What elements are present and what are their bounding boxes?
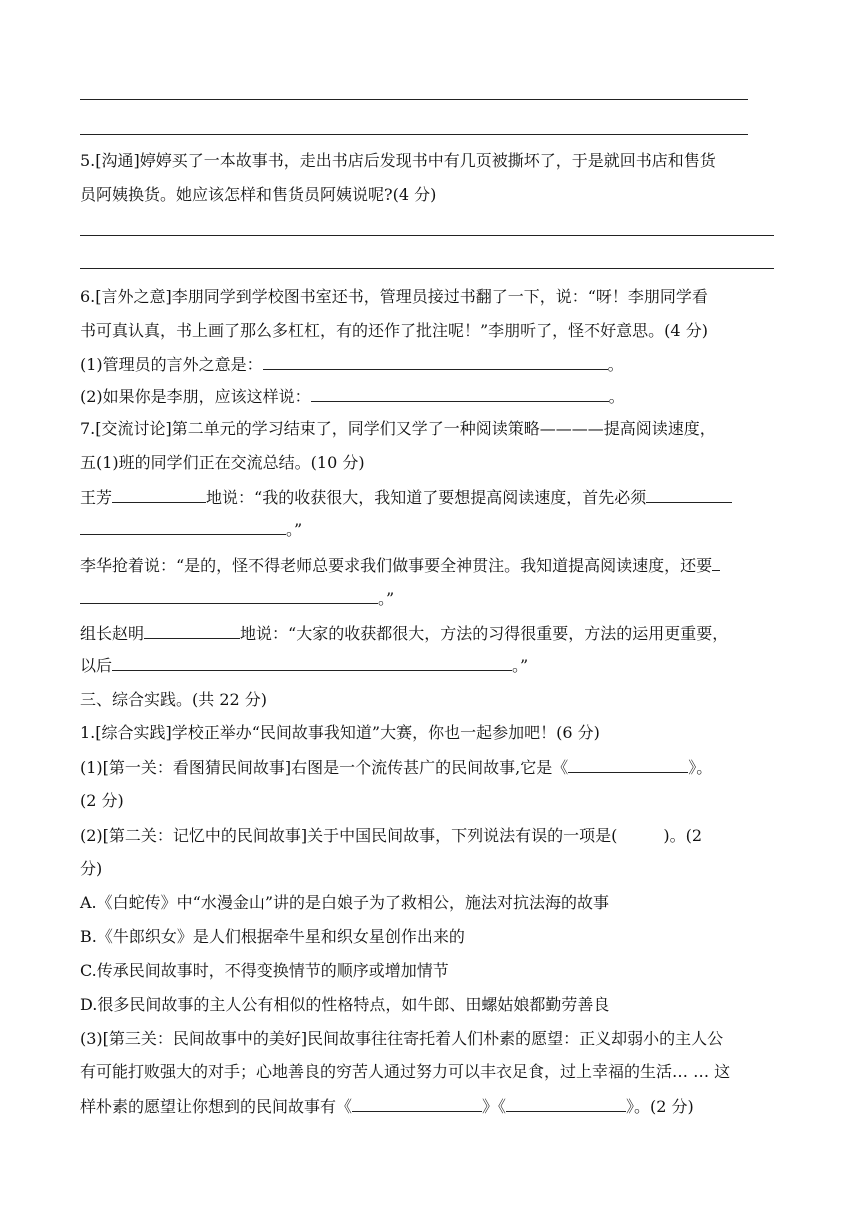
zhao-speech: 地说：“大家的收获都很大，方法的习得很重要，方法的运用更重要， [240,624,729,643]
answer-line[interactable] [80,235,774,236]
quote-end: 。” [286,520,303,539]
answer-blank[interactable] [568,757,688,773]
s3-q1-sub2-score: 分) [80,859,103,878]
s3-q1-sub3-line3 [80,1096,694,1117]
q7-line-1: 7.[交流讨论]第二单元的学习结束了，同学们又学了一种阅读策略————提高阅读速度， [80,419,716,438]
answer-line[interactable] [80,99,748,100]
s3-q1-sub3-line1: (3)[第三关：民间故事中的美好]民间故事往往寄托着人们朴素的愿望：正义却弱小的主人公 [80,1029,724,1048]
sub3-text: 样朴素的愿望让你想到的民间故事有《 [80,1097,353,1116]
q7-zhao-line [80,623,728,644]
q6-line-1: 6.[言外之意]李朋同学到学校图书室还书，管理员接过书翻了一下，说：“呀！李朋同学看 [80,287,708,306]
wang-speech: 地说：“我的收获很大，我知道了要想提高阅读速度，首先必须 [206,488,647,507]
section3-heading: 三、综合实践。(共 22 分) [80,690,268,709]
q7-wang-line [80,487,732,508]
answer-blank[interactable] [506,1096,626,1112]
s3-q1-sub1-score: (2 分) [80,791,124,810]
speaker-zhao: 组长赵明 [80,624,145,643]
sub3-mid: 》《 [482,1097,507,1116]
q7-li-line [80,555,720,576]
answer-blank[interactable] [112,487,206,503]
option-b: B.《牛郎织女》是人们根据牵牛星和织女星创作出来的 [80,927,465,946]
answer-blank[interactable] [712,555,720,571]
s3-q1: 1.[综合实践]学校正举办“民间故事我知道”大赛，你也一起参加吧！(6 分) [80,723,600,742]
answer-blank[interactable] [112,655,512,671]
sub1-close: 》。 [688,758,713,777]
s3-q1-sub3-line2: 有可能打败强大的对手；心地善良的穷苦人通过努力可以丰衣足食，过上幸福的生活… … 这 [80,1062,731,1081]
answer-blank[interactable] [263,354,608,370]
zhao-later: 以后 [80,656,113,675]
q6-sub1-label: (1)管理员的言外之意是： [80,355,263,374]
sub2-close: )。(2 [663,826,703,845]
option-d: D.很多民间故事的主人公有相似的性格特点，如牛郎、田螺姑娘都勤劳善良 [80,995,610,1014]
q5-line-1: 5.[沟通]婷婷买了一本故事书，走出书店后发现书中有几页被撕坏了，于是就回书店和售货 [80,151,716,170]
answer-blank[interactable] [144,623,240,639]
sub2-text: (2)[第二关：记忆中的民间故事]关于中国民间故事，下列说法有误的一项是( [80,826,618,845]
answer-blank[interactable] [352,1096,482,1112]
q7-wang-cont [80,519,302,540]
s3-q1-sub1 [80,757,712,778]
q7-zhao-cont [80,655,528,676]
q6-line-2: 书可真认真，书上画了那么多杠杠，有的还作了批注呢！”李朋听了，怪不好意思。(4 分) [80,321,708,340]
li-speech: 李华抢着说：“是的，怪不得老师总要求我们做事要全神贯注。我知道提高阅读速度，还要 [80,556,713,575]
q6-sub2 [80,386,625,407]
answer-blank[interactable] [80,519,286,535]
q6-sub1 [80,354,624,375]
q7-li-cont [80,588,394,609]
answer-blank[interactable] [80,588,378,604]
speaker-wang: 王芳 [80,488,113,507]
answer-line[interactable] [80,134,748,135]
quote-end: 。” [512,656,529,675]
period: 。 [607,355,624,374]
sub1-text: (1)[第一关：看图猜民间故事]右图是一个流传甚广的民间故事,它是《 [80,758,569,777]
answer-blank[interactable] [311,386,609,402]
quote-end: 。” [378,589,395,608]
s3-q1-sub2 [80,826,702,846]
answer-blank[interactable] [646,487,732,503]
q7-line-2: 五(1)班的同学们正在交流总结。(10 分) [80,453,365,472]
period: 。 [608,387,625,406]
option-c: C.传承民间故事时，不得变换情节的顺序或增加情节 [80,961,449,980]
option-a: A.《白蛇传》中“水漫金山”讲的是白娘子为了救相公，施法对抗法海的故事 [80,893,610,912]
sub3-close: 》。(2 分) [626,1097,694,1116]
answer-line[interactable] [80,268,774,269]
q5-line-2: 员阿姨换货。她应该怎样和售货员阿姨说呢?(4 分) [80,185,437,204]
q6-sub2-label: (2)如果你是李朋，应该这样说： [80,387,311,406]
